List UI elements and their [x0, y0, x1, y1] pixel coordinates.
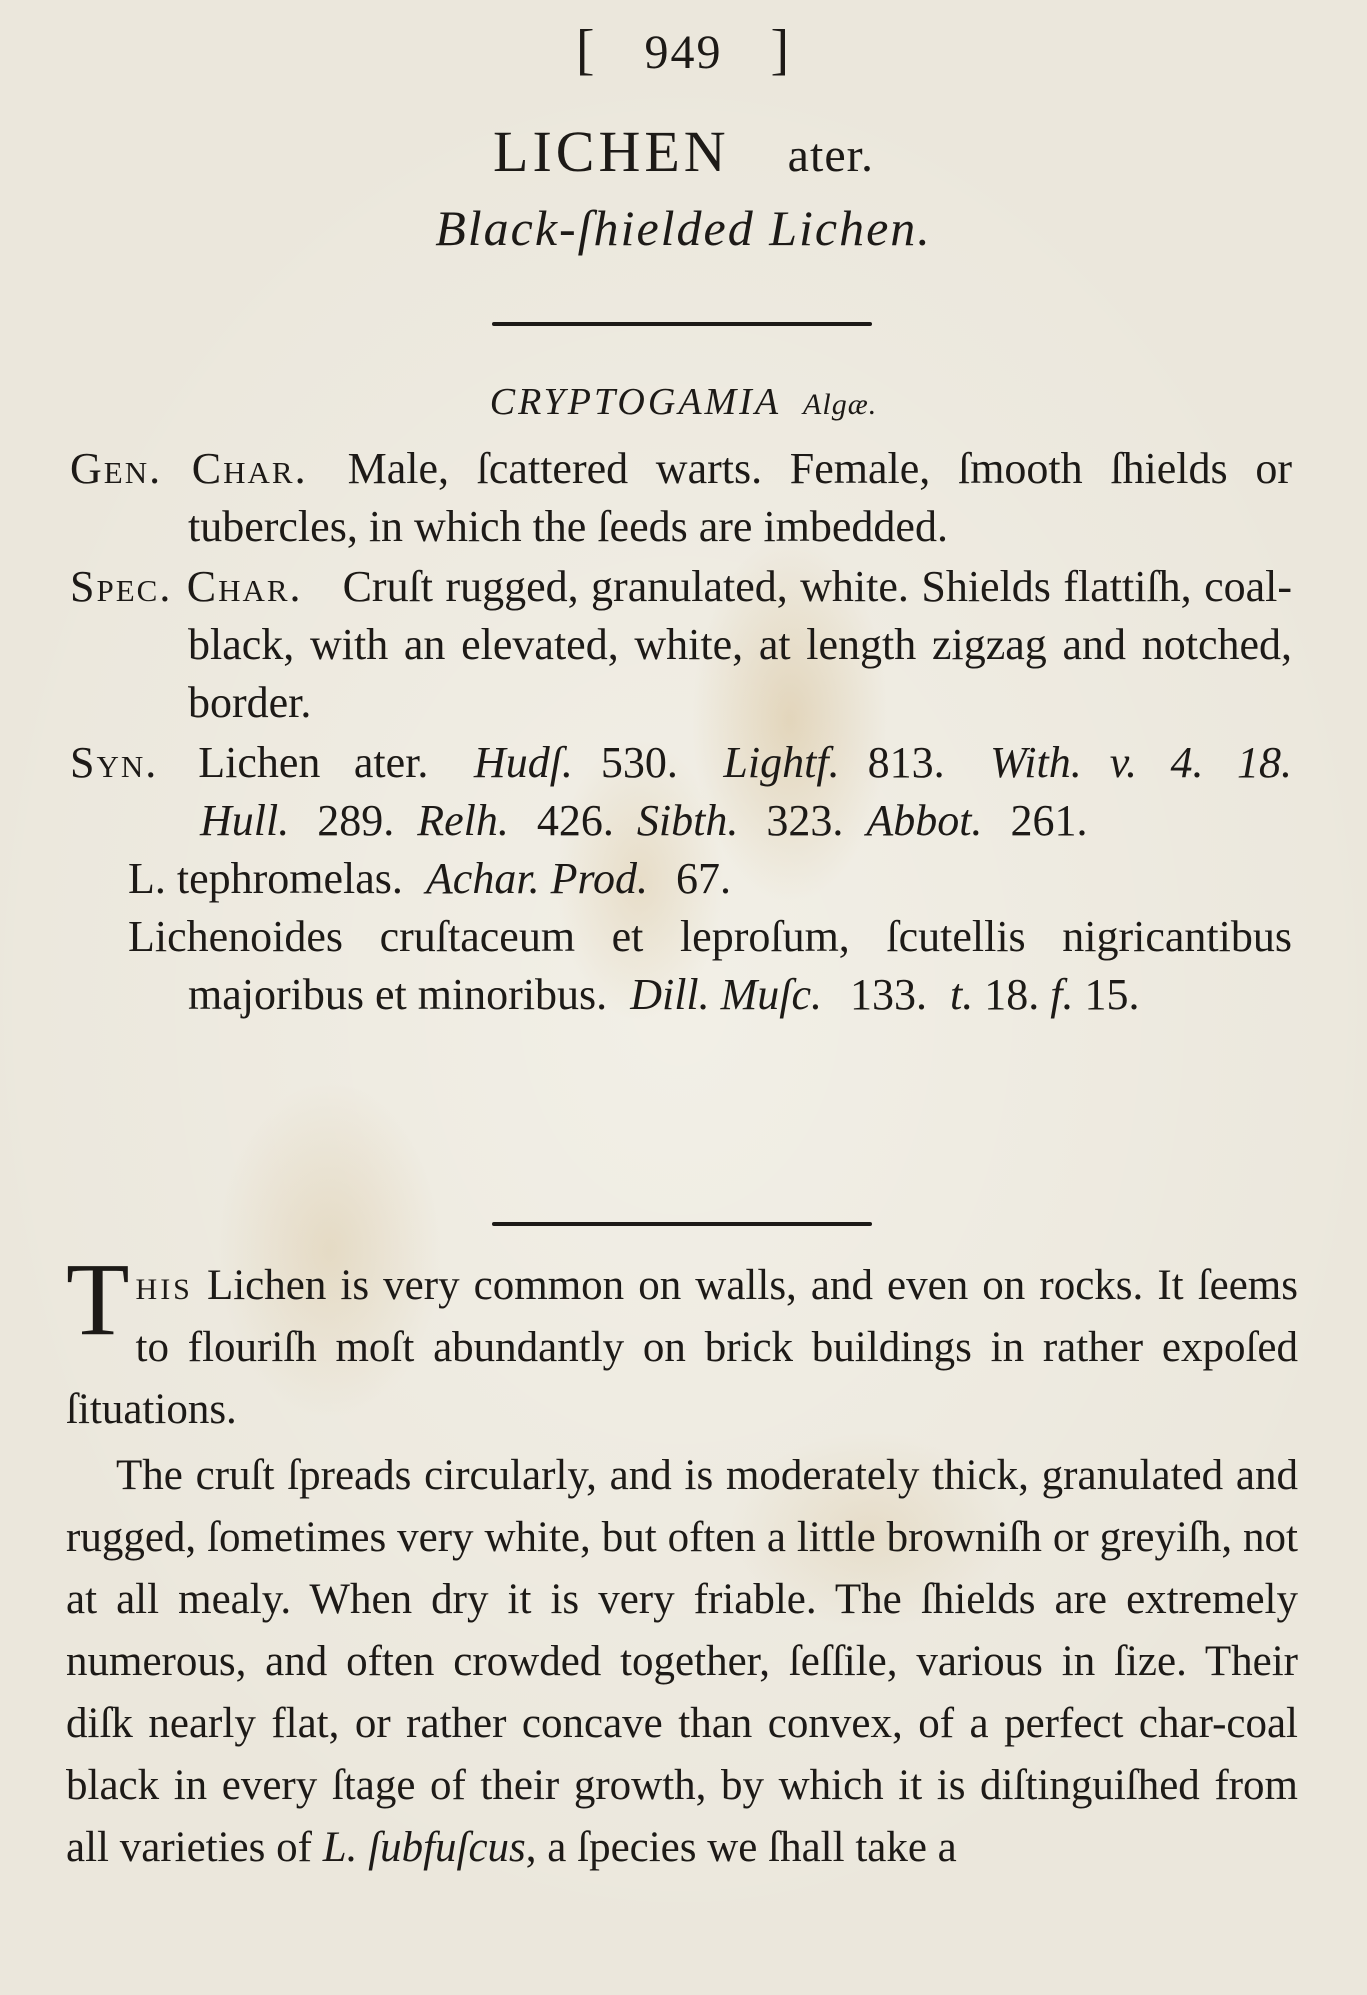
synonym-name: Lichenoides cruſtaceum et leproſum, ſcutellis nigricantibus majoribus et minoribus.: [128, 912, 1292, 1019]
synonym-ref-page: 133.: [850, 970, 928, 1019]
synonym-ref-author: Hull.: [200, 796, 290, 845]
page-number-value: 949: [644, 26, 723, 79]
plate-number: 18.: [984, 970, 1040, 1019]
order-name: Algæ.: [803, 388, 878, 421]
synonym-ref-page: 67.: [675, 854, 731, 903]
synonym-ref-author: Relh.: [417, 796, 509, 845]
character-entries: [70, 440, 1292, 1024]
spec-char-label: Spec. Char.: [70, 562, 303, 611]
synonym-ref-author: Abbot.: [866, 796, 983, 845]
synonym-ref-page: 289.: [317, 796, 395, 845]
gen-char-entry: [70, 440, 1292, 556]
paragraph-1-text: Lichen is very common on walls, and even on rocks. It ſeems to flouriſh moſt abundantly on brick buildings in rather expoſed ſituations.: [66, 1262, 1298, 1433]
species-title: [0, 118, 1367, 185]
synonym-name: Lichen ater.: [198, 738, 429, 787]
synonym-ref-author: With.: [990, 738, 1082, 787]
classification: [0, 380, 1367, 424]
divider-top: [492, 322, 872, 326]
gen-char-label: Gen. Char.: [70, 444, 308, 493]
class-name: CRYPTOGAMIA: [489, 381, 782, 423]
synonym-name: L. tephromelas.: [128, 854, 403, 903]
opening-small-caps: his: [135, 1262, 193, 1309]
synonym-ref-page: 426.: [536, 796, 614, 845]
synonym-ref-author: Dill. Muſc.: [630, 970, 823, 1019]
synonym-line-2: [70, 850, 1292, 908]
paragraph-2-tail: , a ſpecies we ſhall take a: [525, 1824, 957, 1871]
figure-number: 15.: [1084, 970, 1140, 1019]
body-text: [66, 1242, 1298, 1883]
synonym-ref-author: Achar. Prod.: [425, 854, 648, 903]
synonym-ref-page: 530.: [600, 738, 678, 787]
synonym-ref-page: 813.: [867, 738, 945, 787]
drop-cap: T: [66, 1242, 130, 1357]
synonym-ref-author: Hudſ.: [473, 738, 573, 787]
synonym-ref-page: 261.: [1010, 796, 1088, 845]
bracket-left: [: [575, 19, 597, 81]
syn-label: Syn.: [70, 738, 159, 787]
title-block: [0, 118, 1367, 257]
body-paragraph-2: [66, 1445, 1298, 1879]
species-epithet: ater.: [787, 129, 874, 182]
synonym-ref-page: 323.: [766, 796, 844, 845]
bracket-right: ]: [770, 19, 792, 81]
synonym-ref-page: v. 4. 18.: [1109, 738, 1293, 787]
synonym-line-1: [70, 734, 1292, 850]
synonym-ref-author: Sibth.: [636, 796, 739, 845]
spec-char-text: Cruſt rugged, granulated, white. Shields flattiſh, coal-black, with an elevated, white, at length zigzag and notched, border.: [188, 562, 1293, 727]
plate-label: t.: [950, 970, 974, 1019]
figure-label: f.: [1050, 970, 1074, 1019]
page-number: [0, 18, 1367, 82]
body-paragraph-1: [66, 1242, 1298, 1441]
synonym-line-3: [70, 908, 1292, 1024]
species-reference: L. ſubfuſcus: [322, 1824, 526, 1871]
synonym-ref-author: Lightf.: [723, 738, 840, 787]
gen-char-text: Male, ſcattered warts. Female, ſmooth ſhields or tubercles, in which the ſeeds are imbedded.: [188, 444, 1292, 551]
spec-char-entry: [70, 558, 1292, 732]
genus-name: LICHEN: [493, 119, 730, 184]
divider-bottom: [492, 1222, 872, 1226]
common-name: Black-ſhielded Lichen.: [435, 200, 932, 256]
paragraph-2-text: The cruſt ſpreads circularly, and is moderately thick, granulated and rugged, ſometimes very white, but often a little browniſh or greyiſh, not at all mealy. When dry it is very friable. The ſhields are extremely numerous, and often crowded together, ſeſſile, various in ſize. Their diſk nearly flat, or rather concave than convex, of a perfect char-coal black in every ſtage of their growth, by which it is diſtinguiſhed from all varieties of: [66, 1452, 1298, 1871]
